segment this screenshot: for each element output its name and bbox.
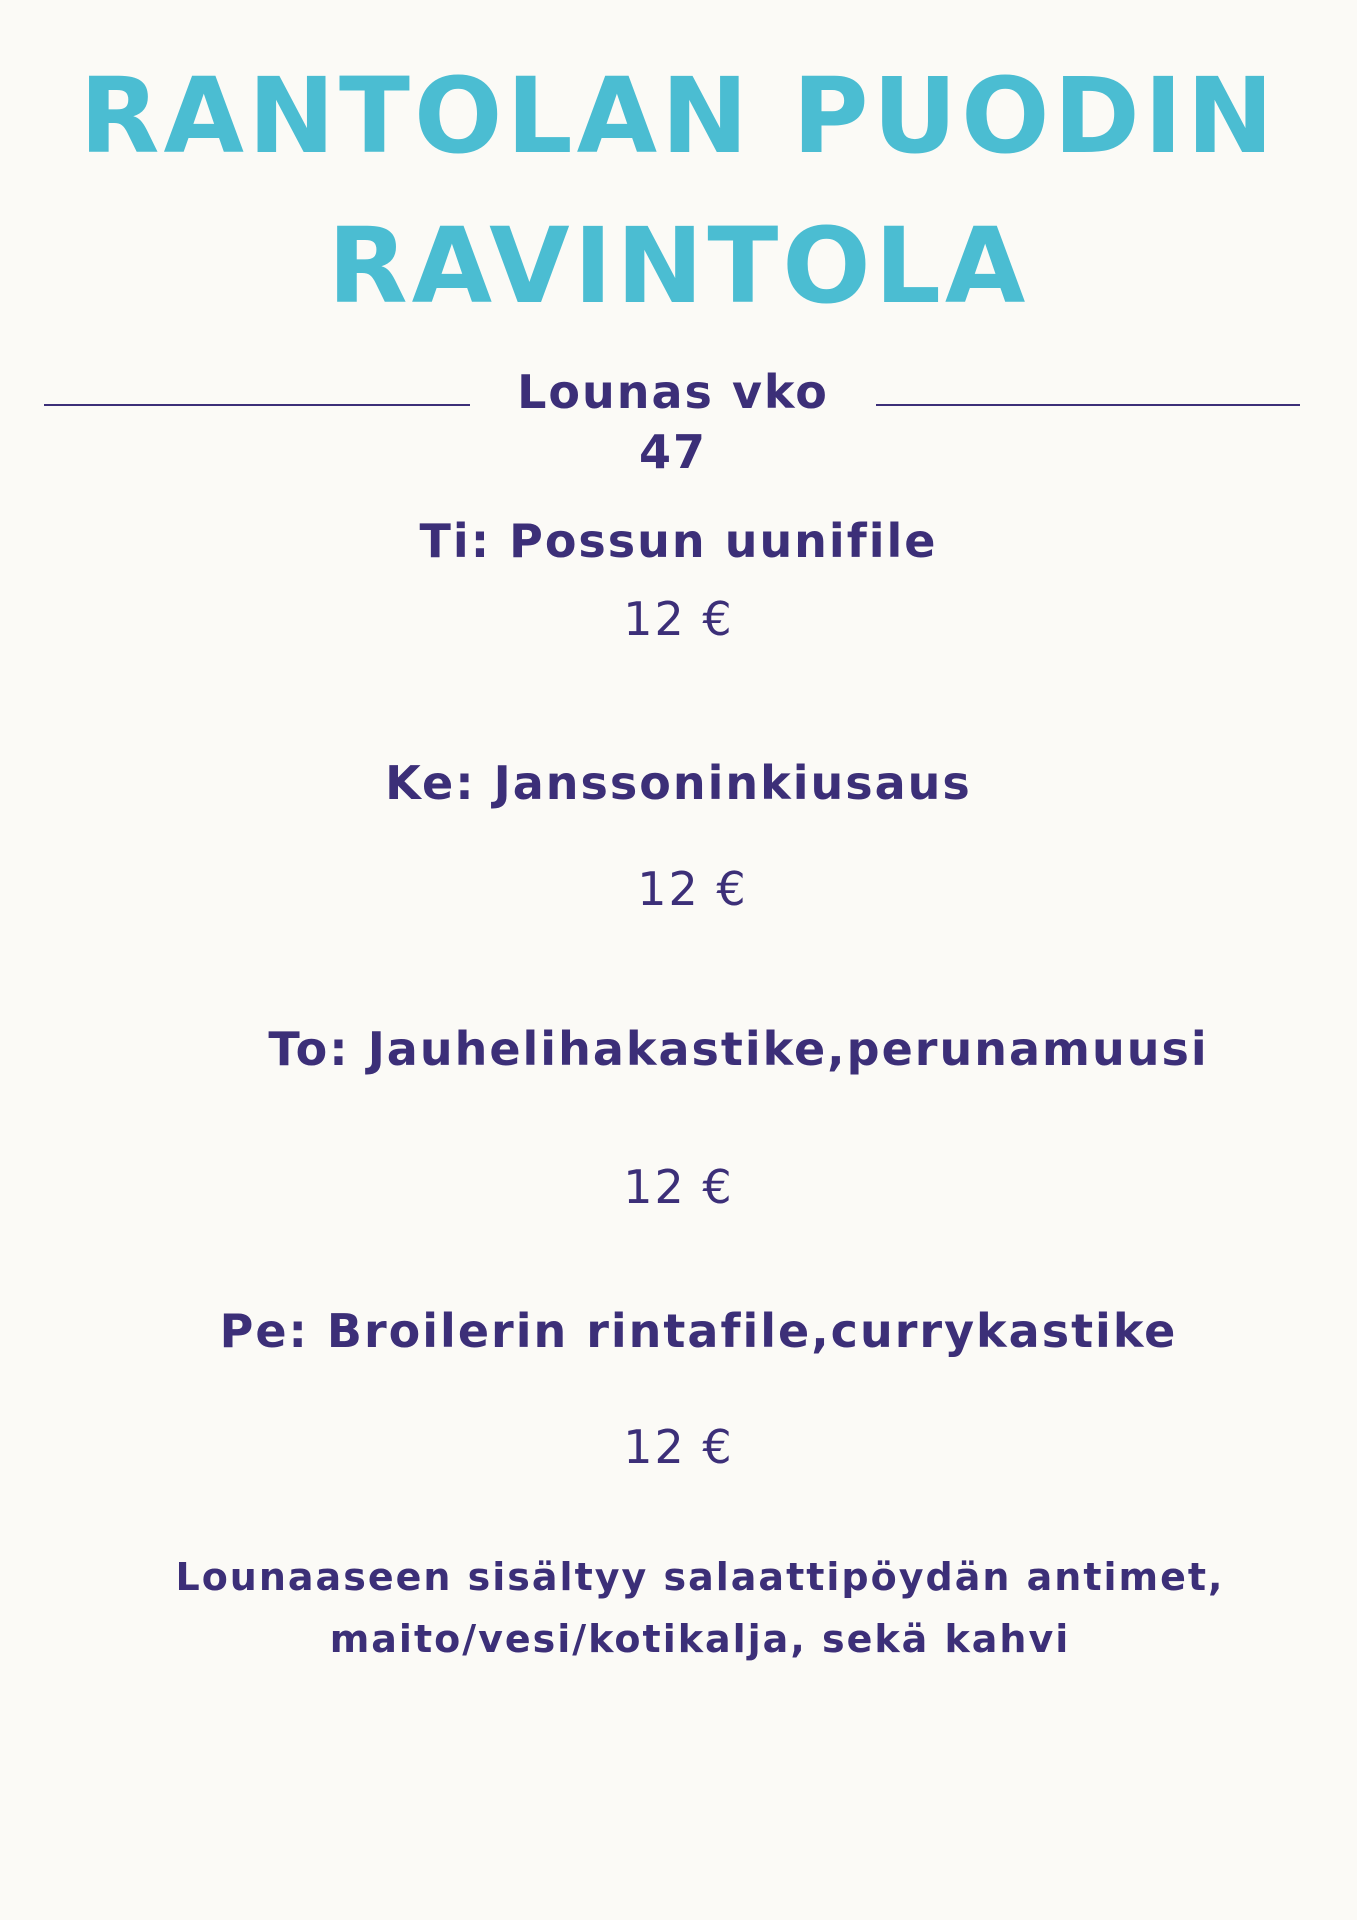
menu-item-tuesday-price: 12 € [623,592,734,646]
menu-item-wednesday-dish: Ke: Janssoninkiusaus [385,756,972,810]
divider-line-right [876,404,1300,406]
menu-item-tuesday-dish: Ti: Possun uunifile [419,514,938,568]
menu-item-thursday-price: 12 € [623,1160,734,1214]
menu-item-friday-price: 12 € [623,1420,734,1474]
divider-line-left [44,404,470,406]
restaurant-title-line-2: RAVINTOLA [327,205,1030,327]
week-heading-row [44,362,1300,479]
menu-item-friday-dish: Pe: Broilerin rintafile,currykastike [219,1304,1178,1358]
included-items-note-line-1: Lounaaseen sisältyy salaattipöydän antimet, [175,1555,1225,1599]
menu-item-wednesday-price: 12 € [637,862,748,916]
restaurant-title-line-1: RANTOLAN PUODIN [79,55,1278,177]
included-items-note-line-2: maito/vesi/kotikalja, sekä kahvi [329,1617,1071,1661]
week-heading: Lounas vko 47 [517,365,829,479]
menu-item-thursday-dish: To: Jauhelihakastike,perunamuusi [268,1022,1209,1076]
included-items-note [60,1546,1340,1670]
